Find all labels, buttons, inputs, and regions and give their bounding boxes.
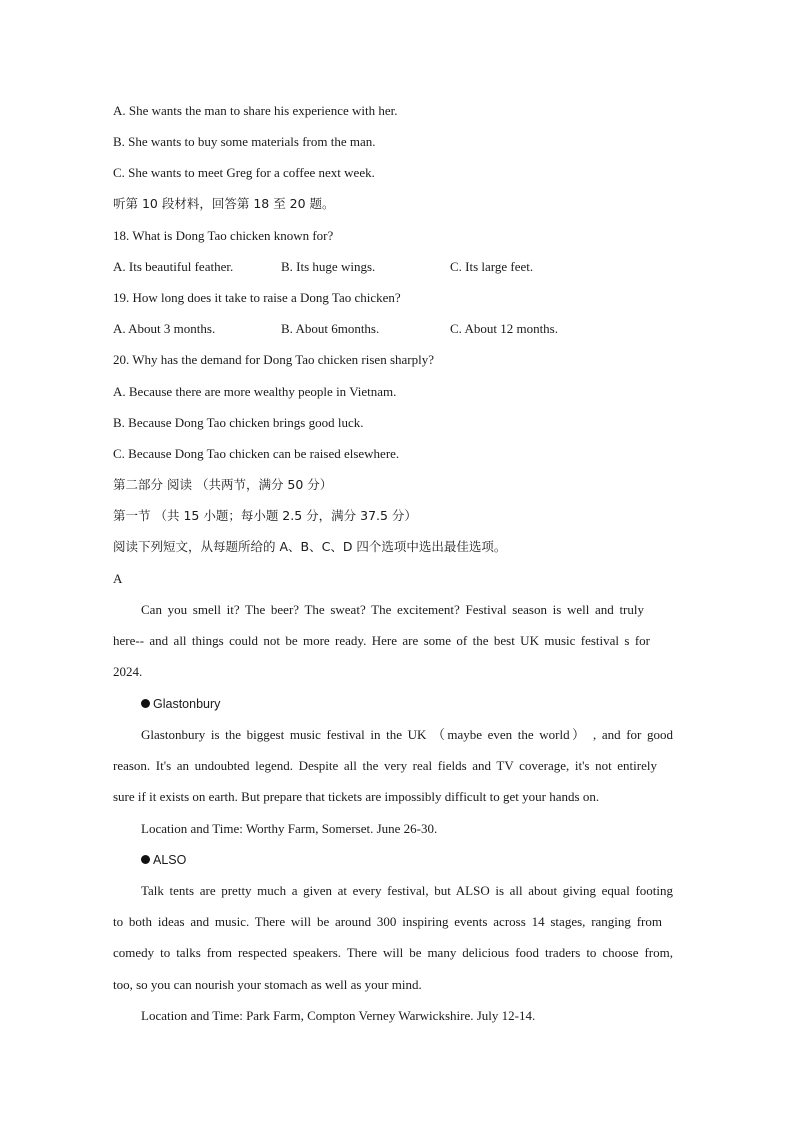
- reading-instruction: 阅读下列短文，从每题所给的 A、B、C、D 四个选项中选出最佳选项。: [113, 539, 507, 554]
- also-line-4: too, so you can nourish your stomach as well as your mind.: [113, 977, 422, 992]
- section10-instruction: 听第 10 段材料，回答第 18 至 20 题。: [113, 196, 335, 211]
- q20-option-a: A. Because there are more wealthy people in Vietnam.: [113, 384, 397, 399]
- intro-line-2: here-- and all things could not be more ready. Here are some of the best UK music festival s for: [113, 633, 650, 648]
- q18-option-a: A. Its beautiful feather.: [113, 259, 234, 274]
- q19-option-a: A. About 3 months.: [113, 321, 216, 336]
- q18-option-c: C. Its large feet.: [450, 259, 534, 274]
- q19-option-c: C. About 12 months.: [450, 321, 558, 336]
- q18-option-b: B. Its huge wings.: [281, 259, 376, 274]
- q19-option-b: B. About 6months.: [281, 321, 380, 336]
- q20-option-c: C. Because Dong Tao chicken can be raised elsewhere.: [113, 446, 400, 461]
- q17-option-c: C. She wants to meet Greg for a coffee next week.: [113, 165, 375, 180]
- intro-line-3: 2024.: [113, 664, 143, 679]
- glastonbury-line-3: sure if it exists on earth. But prepare that tickets are impossibly difficult to get your hands on.: [113, 789, 600, 804]
- glastonbury-line-2: reason. It's an undoubted legend. Despite all the very real fields and TV coverage, it's not entirely: [113, 758, 657, 773]
- also-location: Location and Time: Park Farm, Compton Verney Warwickshire. July 12-14.: [141, 1008, 536, 1023]
- bullet-icon: [141, 855, 150, 864]
- glastonbury-line-1: Glastonbury is the biggest music festival in the UK （maybe even the world） , and for good: [141, 727, 673, 742]
- q17-option-b: B. She wants to buy some materials from the man.: [113, 134, 376, 149]
- also-line-1: Talk tents are pretty much a given at every festival, but ALSO is all about giving equal footing: [141, 883, 673, 898]
- festival-name: Glastonbury: [153, 697, 221, 711]
- reading-part-title: 第二部分 阅读 （共两节，满分 50 分）: [113, 477, 333, 492]
- q19-question: 19. How long does it take to raise a Dong Tao chicken?: [113, 290, 401, 305]
- festival-heading-glastonbury: [141, 696, 220, 712]
- festival-heading-also: [141, 852, 186, 868]
- q20-option-b: B. Because Dong Tao chicken brings good luck.: [113, 415, 364, 430]
- festival-name: ALSO: [153, 853, 187, 867]
- q18-question: 18. What is Dong Tao chicken known for?: [113, 228, 334, 243]
- also-line-2: to both ideas and music. There will be around 300 inspiring events across 14 stages, ranging from: [113, 914, 662, 929]
- intro-line-1: Can you smell it? The beer? The sweat? The excitement? Festival season is well and truly: [141, 602, 644, 617]
- q17-option-a: A. She wants the man to share his experience with her.: [113, 103, 398, 118]
- also-line-3: comedy to talks from respected speakers. There will be many delicious food traders to choose from,: [113, 945, 673, 960]
- reading-section-title: 第一节 （共 15 小题；每小题 2.5 分，满分 37.5 分）: [113, 508, 417, 523]
- passage-label: A: [113, 571, 123, 586]
- bullet-icon: [141, 699, 150, 708]
- glastonbury-location: Location and Time: Worthy Farm, Somerset. June 26-30.: [141, 821, 438, 836]
- q20-question: 20. Why has the demand for Dong Tao chicken risen sharply?: [113, 352, 434, 367]
